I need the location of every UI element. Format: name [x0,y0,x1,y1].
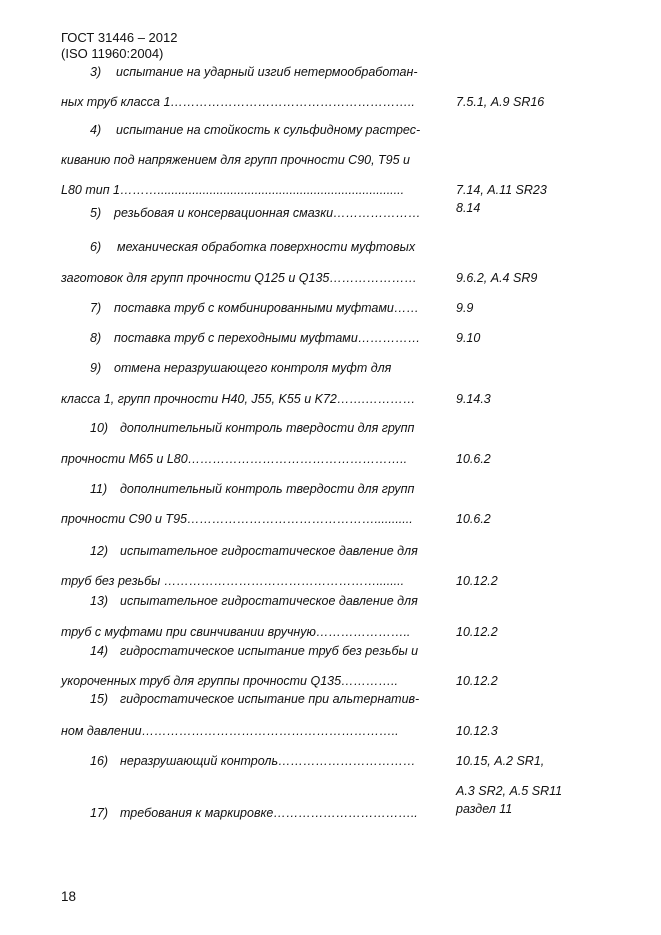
item-text-line: поставка труб с переходными муфтами…………… [114,331,421,345]
item-number: 4) [90,123,102,137]
item-text-line: испытание на ударный изгиб нетермообработан- [116,65,418,79]
item-text-line: гидростатическое испытание труб без резьбы и [120,644,419,658]
item-text-line: ных труб класса 1………………………………………………….. [61,95,415,109]
item-text-line: заготовок для групп прочности Q125 и Q135………………… [61,271,417,285]
item-reference: 10.6.2 [456,452,491,466]
item-number: 10) [90,421,109,435]
item-text-line: прочности М65 и L80…………………………………………….. [61,452,408,466]
item-number: 12) [90,544,109,558]
item-number: 8) [90,331,102,345]
item-text-line: дополнительный контроль твердости для групп [120,421,415,435]
standard-designation: ГОСТ 31446 – 2012 [61,30,178,45]
item-text-line: требования к маркировке…………………………….. [120,806,418,820]
item-reference: 10.12.2 [456,574,498,588]
item-text-line: ном давлении…………………………………………………….. [61,724,399,738]
item-text-line: киванию под напряжением для групп прочности С90, Т95 и [61,153,411,167]
item-number: 7) [90,301,102,315]
item-reference: 7.14, А.11 SR23 [456,183,547,197]
item-number: 16) [90,754,109,768]
item-text-line: испытательное гидростатическое давление для [120,594,418,608]
item-number: 3) [90,65,102,79]
item-reference: 9.9 [456,301,474,315]
item-text-line: поставка труб с комбинированными муфтами…… [114,301,419,315]
item-reference: 10.12.2 [456,625,498,639]
page-number: 18 [61,889,77,904]
item-reference: 9.14.3 [456,392,491,406]
item-reference: 10.12.3 [456,724,498,738]
item-reference: 10.15, А.2 SR1, [456,754,545,768]
item-reference: 10.6.2 [456,512,491,526]
item-text-line: L80 тип 1………....................................................................... [61,183,405,197]
item-text-line: отмена неразрушающего контроля муфт для [114,361,392,375]
item-reference: 9.10 [456,331,481,345]
iso-designation: (ISO 11960:2004) [61,46,164,61]
item-reference: 10.12.2 [456,674,498,688]
item-text-line: механическая обработка поверхности муфтовых [117,240,416,254]
item-number: 17) [90,806,109,820]
item-number: 9) [90,361,102,375]
item-text-line: резьбовая и консервационная смазки………………… [114,206,421,220]
item-text-line: неразрушающий контроль…………………………… [120,754,416,768]
item-text-line: укороченных труб для группы прочности Q135………….. [61,674,399,688]
item-number: 14) [90,644,109,658]
item-text-line: дополнительный контроль твердости для групп [120,482,415,496]
item-reference: 9.6.2, А.4 SR9 [456,271,538,285]
item-text-line: испытательное гидростатическое давление для [120,544,418,558]
item-number: 11) [90,482,108,496]
item-text-line: труб с муфтами при свинчивании вручную………………….. [61,625,411,639]
item-text-line: прочности С90 и Т95………………………………………........... [61,512,413,526]
item-text-line: труб без резьбы ……………………………………………........ [61,574,405,588]
item-number: 6) [90,240,102,254]
item-reference: 7.5.1, А.9 SR16 [456,95,545,109]
item-reference: А.3 SR2, А.5 SR11 [456,784,563,798]
item-text-line: класса 1, групп прочности H40, J55, K55 и K72…….………… [61,392,416,406]
item-reference: 8.14 [456,201,481,215]
item-text-line: испытание на стойкость к сульфидному растрес- [116,123,421,137]
item-number: 5) [90,206,102,220]
item-number: 13) [90,594,109,608]
item-number: 15) [90,692,109,706]
item-reference: раздел 11 [456,802,513,816]
item-text-line: гидростатическое испытание при альтернатив- [120,692,420,706]
